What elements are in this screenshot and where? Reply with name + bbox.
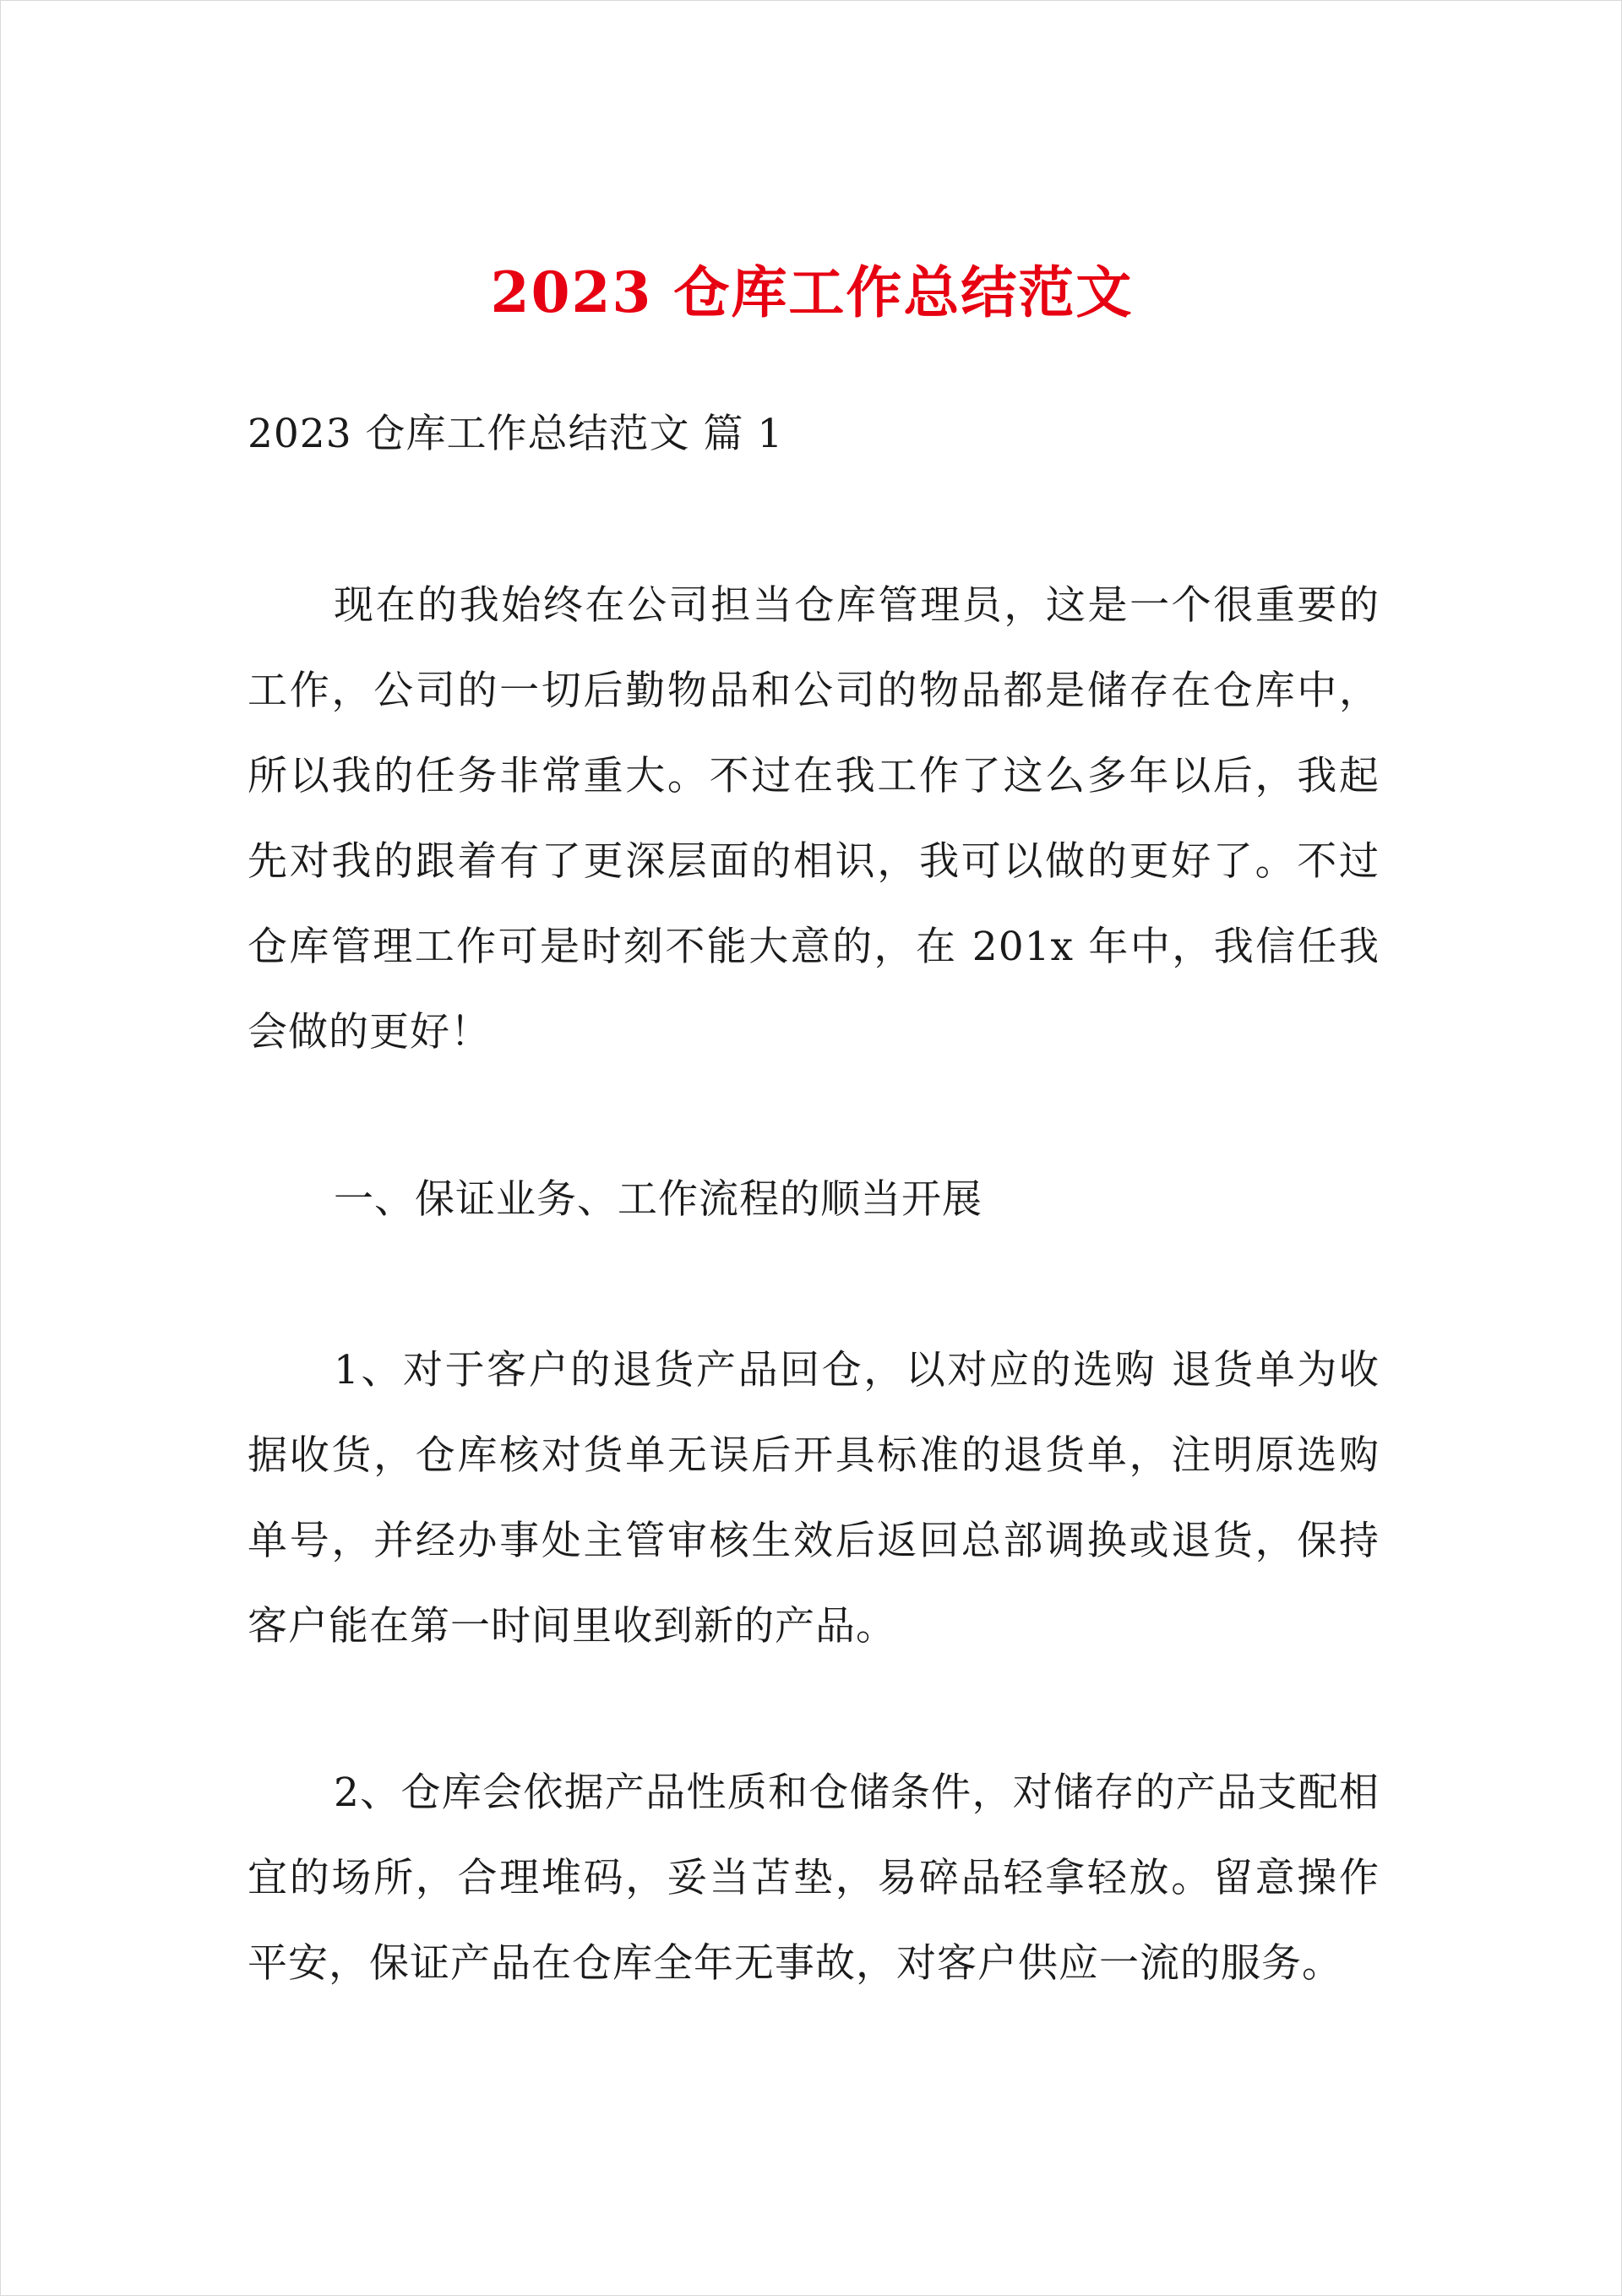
section-heading: 一、保证业务、工作流程的顺当开展 [334, 1176, 982, 1223]
list-item-1: 1、对于客户的退货产品回仓，以对应的选购 退货单为收据收货，仓库核对货单无误后开具标准的退货单，注明原选购 单号，并经办事处主管审核生效后返回总部调换或退货，保持客户能在第一时间里收到新的产品。 [248, 1347, 1380, 1650]
intro-paragraph: 现在的我始终在公司担当仓库管理员，这是一个很重要的工作，公司的一切后勤物品和公司的物品都是储存在仓库中，所以我的任务非常重大。不过在我工作了这么多年以后，我起先对我的跟着有了更深层面的相识，我可以做的更好了。不过仓库管理工作可是时刻不能大意的，在 201x 年中，我信任我会做的更好！ [248, 582, 1380, 1055]
list-item-2: 2、仓库会依据产品性质和仓储条件，对储存的产品支配相宜的场所，合理堆码，妥当苫垫，易碎品轻拿轻放。留意操作平安，保证产品在仓库全年无事故，对客户供应一流的服务。 [248, 1770, 1380, 1987]
document-title: 2023 仓库工作总结范文 [490, 259, 1134, 325]
section-subtitle: 2023 仓库工作总结范文 篇 1 [248, 411, 784, 457]
